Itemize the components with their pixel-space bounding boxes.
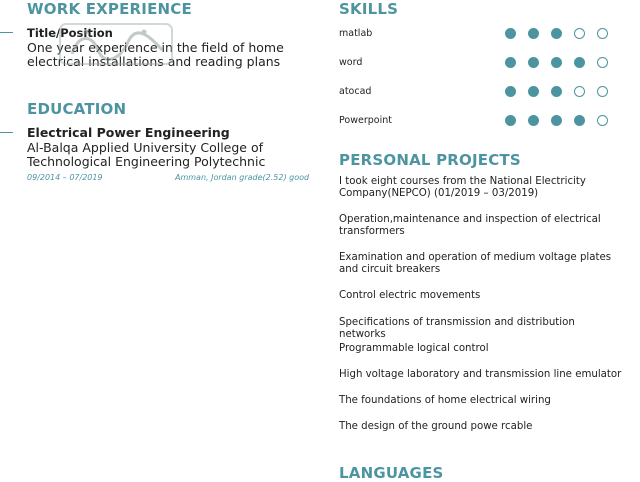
education-dates: 09/2014 – 07/2019 bbox=[27, 173, 103, 182]
section-divider bbox=[0, 32, 13, 33]
school-name: Al-Balqa Applied University College of Technological Engineering Polytechnic bbox=[27, 140, 266, 169]
rating-dot-filled bbox=[528, 28, 539, 39]
education-location: Amman, Jordan grade(2.52) good bbox=[175, 173, 310, 182]
project-item: The foundations of home electrical wiring bbox=[339, 395, 551, 406]
personal-projects-heading: PERSONAL PROJECTS bbox=[339, 151, 521, 169]
degree-title: Electrical Power Engineering bbox=[27, 125, 230, 140]
rating-dot-filled bbox=[551, 86, 562, 97]
rating-dot-filled bbox=[505, 57, 516, 68]
rating-dot-empty bbox=[597, 86, 608, 97]
skill-row bbox=[339, 57, 619, 71]
skills-heading: SKILLS bbox=[339, 0, 399, 18]
skill-name: word bbox=[339, 57, 363, 68]
job-title: Title/Position bbox=[27, 26, 113, 40]
project-item: Examination and operation of medium voltage plates and circuit breakers bbox=[339, 252, 612, 275]
rating-dot-filled bbox=[528, 57, 539, 68]
rating-dot-empty bbox=[597, 28, 608, 39]
project-item: Operation,maintenance and inspection of electrical transformers bbox=[339, 214, 601, 237]
skill-rating bbox=[505, 57, 620, 68]
skill-name: atocad bbox=[339, 86, 372, 97]
project-item: Control electric movements bbox=[339, 290, 481, 301]
rating-dot-filled bbox=[551, 57, 562, 68]
rating-dot-filled bbox=[505, 28, 516, 39]
rating-dot-filled bbox=[505, 115, 516, 126]
project-item: Programmable logical control bbox=[339, 343, 489, 354]
job-description: One year experience in the field of home electrical installations and reading plans bbox=[27, 40, 284, 69]
skill-name: matlab bbox=[339, 28, 373, 39]
skill-name: Powerpoint bbox=[339, 115, 392, 126]
rating-dot-filled bbox=[551, 28, 562, 39]
project-item: Specifications of transmission and distribution networks bbox=[339, 317, 575, 340]
rating-dot-empty bbox=[597, 115, 608, 126]
rating-dot-empty bbox=[574, 86, 585, 97]
rating-dot-filled bbox=[528, 86, 539, 97]
skill-rating bbox=[505, 28, 620, 39]
project-item: I took eight courses from the National Electricity Company(NEPCO) (01/2019 – 03/2019) bbox=[339, 176, 586, 199]
rating-dot-empty bbox=[597, 57, 608, 68]
rating-dot-filled bbox=[574, 115, 585, 126]
skill-rating bbox=[505, 86, 620, 97]
rating-dot-empty bbox=[574, 28, 585, 39]
rating-dot-filled bbox=[551, 115, 562, 126]
skill-rating bbox=[505, 115, 620, 126]
skill-row bbox=[339, 28, 619, 42]
skill-row bbox=[339, 115, 619, 129]
project-item: The design of the ground powe rcable bbox=[339, 421, 533, 432]
rating-dot-filled bbox=[574, 57, 585, 68]
skill-row bbox=[339, 86, 619, 100]
rating-dot-filled bbox=[505, 86, 516, 97]
rating-dot-filled bbox=[528, 115, 539, 126]
languages-heading: LANGUAGES bbox=[339, 464, 444, 482]
work-experience-heading: WORK EXPERIENCE bbox=[27, 0, 192, 18]
section-divider bbox=[0, 132, 13, 133]
education-heading: EDUCATION bbox=[27, 100, 127, 118]
project-item: High voltage laboratory and transmission line emulator bbox=[339, 369, 622, 380]
